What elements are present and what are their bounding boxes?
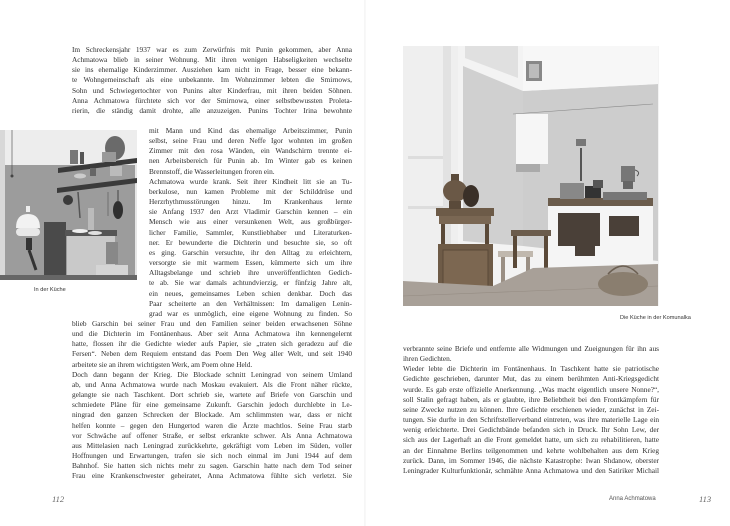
- text-line: ihren Gedichten.: [403, 354, 452, 364]
- text-line: ab, und Anna Achmatowa wurde nach Moskau evakuiert. Als die Front näher rückte,: [72, 379, 352, 389]
- page-gutter: [364, 0, 366, 526]
- text-line: schmiedete Pläne für eine gemeinsame Zukunft. Garschin jedoch durchlebte in Le-: [72, 400, 352, 410]
- text-line: an der Einnahme Berlins teilgenommen und kehrte wohlbehalten aus dem Krieg: [403, 445, 659, 455]
- kitchen-corner-photo: [0, 130, 137, 280]
- text-line: soll Stalin gefragt haben, als er glaubte, ihre Beliebtheit bei den Frontkämpfern für: [403, 394, 659, 404]
- text-line: Alltagsbelange und schrieb ihre unveröffentlichten Gedich-: [149, 268, 352, 278]
- text-line: Sohn und Schwiegertochter von Punins alter Kinderfrau, mit ihren beiden Söhnen.: [72, 85, 352, 95]
- text-line: Bahnhof. Sie hatten sich nichts mehr zu sagen. Garschin hatte nach dem Tod seiner: [72, 461, 352, 471]
- photo-caption-left: In der Küche: [34, 287, 66, 293]
- text-line: helfen konnte – gegen den Hungertod waren die Ärzte machtlos. Seine Frau starb: [72, 420, 352, 430]
- text-line: arbeitete sie an ihrem wichtigsten Werk, am Poem ohne Held.: [72, 359, 253, 369]
- text-line: Wieder lebte die Dichterin im Fontänenhaus. In Taschkent hatte sie patriotische: [403, 364, 659, 374]
- text-line: wurde. Es gab erste offizielle Anerkennung. „Was macht eigentlich unsere Nonne?“,: [403, 384, 659, 394]
- text-line: blieb Garschin bei seiner Frau und den Familien seiner beiden erwachsenen Söhne: [72, 319, 352, 328]
- page-number-left: 112: [52, 494, 65, 504]
- left-page-text-wrapped: [149, 126, 352, 319]
- page-number-right: 113: [699, 494, 712, 504]
- text-line: tungen. Sie durfte in den Schriftstellerverband eintreten, was ihre materielle Lage ein: [403, 415, 659, 425]
- text-line: ningrad den ganzen Schrecken der Blockade. Am schlimmsten war, dass er nicht: [72, 410, 352, 420]
- text-line: Hoffnungen und Erwartungen, trafen sie sich noch einmal im Juni 1944 auf dem: [72, 451, 352, 461]
- text-line: und die Dichterin im Fontänenhaus. Aber seit Anna Achmatowa ihn kennengelernt: [72, 329, 352, 339]
- text-line: es ging. Garschin versuchte, ihr den Alltag zu erleichtern,: [149, 247, 352, 257]
- text-line: zurück. Dann, im Sommer 1946, die nächste Katastrophe: Iwan Shdanow, oberster: [403, 455, 659, 465]
- text-line: Anna Achmatowa fürchtete sich vor der Smirnowa, einer selbstbewussten Proleta-: [72, 95, 352, 105]
- text-line: ner. Er bewunderte die Dichterin und besuchte sie, so oft: [149, 237, 352, 247]
- right-page-text: [403, 344, 659, 476]
- text-line: verbrannte seine Briefe und entfernte alle Widmungen und Zueignungen für ihn aus: [403, 344, 659, 353]
- text-line: versorgte sie mit warmem Essen, kümmerte sich um ihre: [149, 258, 352, 268]
- text-line: gelangte sie nach Taschkent. Dort schrieb sie, wartete auf Briefe von Garschin und: [72, 390, 352, 400]
- text-line: rierin, die ständig damit drohte, alle anzuzeigen. Punins Tochter Irina bewohnte: [72, 105, 352, 115]
- text-line: vor Schwäche auf offener Straße, er selbst erkrankte schwer. Als Anna Achmatowa: [72, 430, 352, 440]
- text-line: Leningrader Kulturfunktionär, schmähte Anna Achmatowa und den Satiriker Michail: [403, 465, 659, 475]
- text-line: Brennstoff, die Wasserleitungen froren ein.: [149, 166, 275, 176]
- running-head: Anna Achmatowa: [609, 496, 656, 502]
- text-line: Herzrhythmusstörungen hinzu. Im Krankenhaus lernte: [149, 197, 352, 207]
- text-line: seine Zwecke nutzen zu können. Ihre Gedichte erschienen wieder, zunächst in Zei-: [403, 404, 659, 414]
- text-line: Doch dann begann der Krieg. Die Blockade schnitt Leningrad von seinem Umland: [72, 369, 352, 379]
- text-line: sie ins ehemalige Kinderzimmer. Ausziehen kam nicht in Frage, besser eine bekann-: [72, 65, 352, 75]
- left-page-text-top: [72, 45, 352, 116]
- left-page-text-bottom: [72, 319, 352, 482]
- text-line: licher Familie, Sammler, Kunstliebhaber und Literaturken-: [149, 227, 352, 237]
- communal-kitchen-photo: [403, 46, 659, 306]
- text-line: Gedichte geschrieben, darunter Mut, das zu einem berühmten Anti-Kriegsgedicht: [403, 374, 659, 384]
- text-line: hatte, flossen ihr die Gedichte wieder aufs Papier, sie „traten sich geradezu auf die: [72, 339, 352, 349]
- text-line: mit Mann und Kind das ehemalige Arbeitszimmer, Punin: [149, 126, 352, 135]
- text-line: te Wohngemeinschaft als eine unbekannte. Im Wohnzimmer lebten die Smirnows,: [72, 75, 352, 85]
- text-line: Achmatowa wurde krank. Seit ihrer Kindheit litt sie an Tu-: [149, 176, 352, 186]
- text-line: Fersen“. Neben dem Requiem entstand das Poem Den Weg aller Welt, und seit 1940: [72, 349, 352, 359]
- text-line: Im Schreckensjahr 1937 war es zum Zerwürfnis mit Punin gekommen, aber Anna: [72, 45, 352, 54]
- text-line: sich aus der Lagerhaft an die Front gemeldet hatte, um sich zu rehabilitieren, hatte: [403, 435, 659, 445]
- text-line: Achmatowa blieb in seiner Wohnung. Mit ihren wenigen Habseligkeiten wechselte: [72, 55, 352, 65]
- text-line: Mensch wie aus einer versunkenen Welt, aus großbürger-: [149, 217, 352, 227]
- text-line: te ab. Sie war damals achtundvierzig, er fünfzig Jahre alt,: [149, 278, 352, 288]
- text-line: sie Anfang 1937 den Arzt Vladimir Garschin kennen – ein: [149, 207, 352, 217]
- text-line: Frau eine Krankenschwester geheiratet, Anna Achmatowa fühlte sich verletzt. Sie: [72, 471, 352, 481]
- text-line: grad war es unmöglich, eine eigene Wohnung zu finden. So: [149, 308, 352, 318]
- photo-caption-right: Die Küche in der Komunalka: [620, 315, 691, 321]
- text-line: ein neues, gemeinsames Leben schien denkbar. Doch das: [149, 288, 352, 298]
- text-line: Zimmer mit den rosa Wänden, ein Wandschirm trennte ei-: [149, 146, 352, 156]
- text-line: wenig erleichterte. Drei Gedichtbände befanden sich in Druck. Ihr Sohn Lew, der: [403, 425, 659, 435]
- text-line: nen Arbeitsbereich für Punin ab. Im Winter gab es keinen: [149, 156, 352, 166]
- text-line: Paar scheiterte an den Verhältnissen: Im damaligen Lenin-: [149, 298, 352, 308]
- text-line: aus Mittelasien nach Leningrad zurückkehrte, gekräftigt vom Leben im Süden, voller: [72, 440, 352, 450]
- text-line: selbst, seine Frau und deren Neffe Igor wohnten im großen: [149, 136, 352, 146]
- text-line: berkulose, nun kamen Probleme mit der Schilddrüse und: [149, 186, 352, 196]
